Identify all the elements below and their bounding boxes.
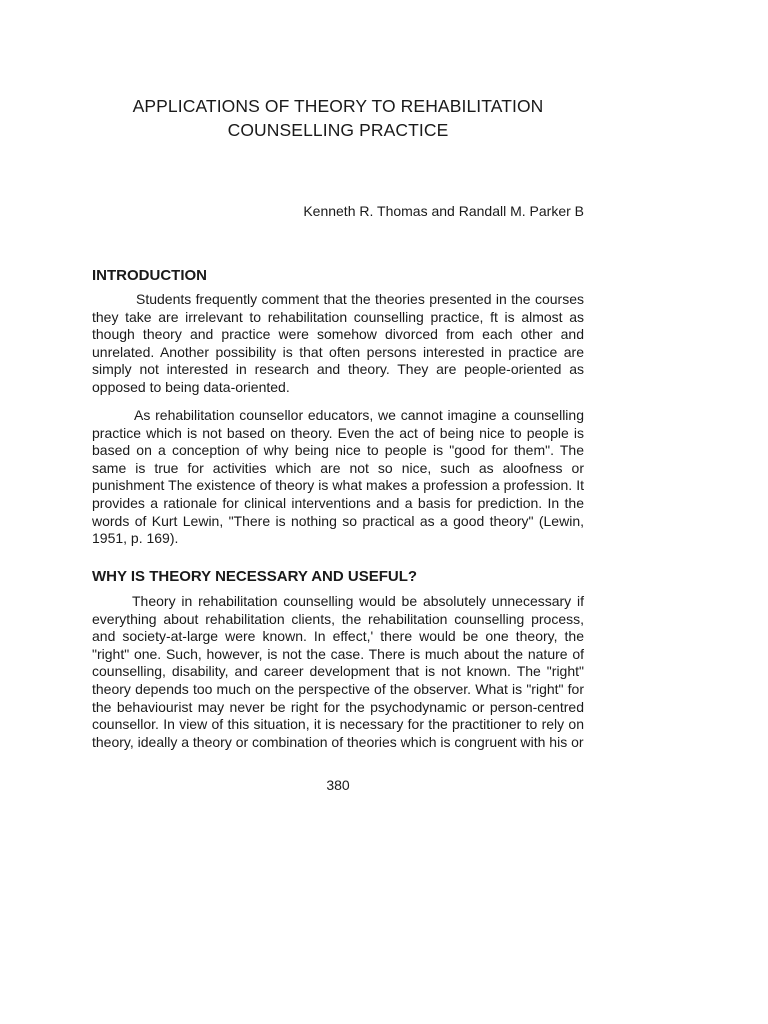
page-number: 380 — [326, 777, 350, 793]
paragraph-introduction-2: As rehabilitation counsellor educators, we cannot imagine a counselling practice which is not based on theory. Even the act of being nice to people is based on a conception of why being nice to people is "good for them". The same is true for activities which are not so nice, such as aloofness or punishment The existence of theory is what makes a profession a profession. It provides a rationale for clinical interventions and a basis for prediction. In the words of Kurt Lewin, "There is nothing so practical as a good theory" (Lewin, 1951, p. 169). — [92, 407, 584, 547]
title-line-1: APPLICATIONS OF THEORY TO REHABILITATION — [132, 96, 544, 116]
paragraph-introduction-1: Students frequently comment that the theories presented in the courses they take are irrelevant to rehabilitation counselling practice, ft is almost as though theory and practice were somehow divorced from each other and unrelated. Another possibility is that often persons interested in practice are simply not interested in research and theory. They are people-oriented as opposed to being data-oriented. — [92, 291, 584, 395]
paragraph-why-theory-1: Theory in rehabilitation counselling would be absolutely unnecessary if everything about rehabilitation clients, the rehabilitation counselling process, and society-at-large were known. In effect,' there would be one theory, the "right" one. Such, however, is not the case. There is much about the nature of counselling, disability, and career development that is not known. The "right" theory depends too much on the perspective of the observer. What is "right" for the behaviourist may never be right for the psychodynamic or person-centred counsellor. In view of this situation, it is necessary for the practitioner to rely on theory, ideally a theory or combination of theories which is congruent with his or — [92, 593, 584, 750]
document-title — [92, 94, 584, 142]
title-line-2: COUNSELLING PRACTICE — [227, 120, 449, 140]
authors-line: Kenneth R. Thomas and Randall M. Parker B — [303, 203, 584, 219]
section-heading-why-theory: WHY IS THEORY NECESSARY AND USEFUL? — [92, 568, 418, 585]
section-heading-introduction: INTRODUCTION — [92, 267, 207, 284]
